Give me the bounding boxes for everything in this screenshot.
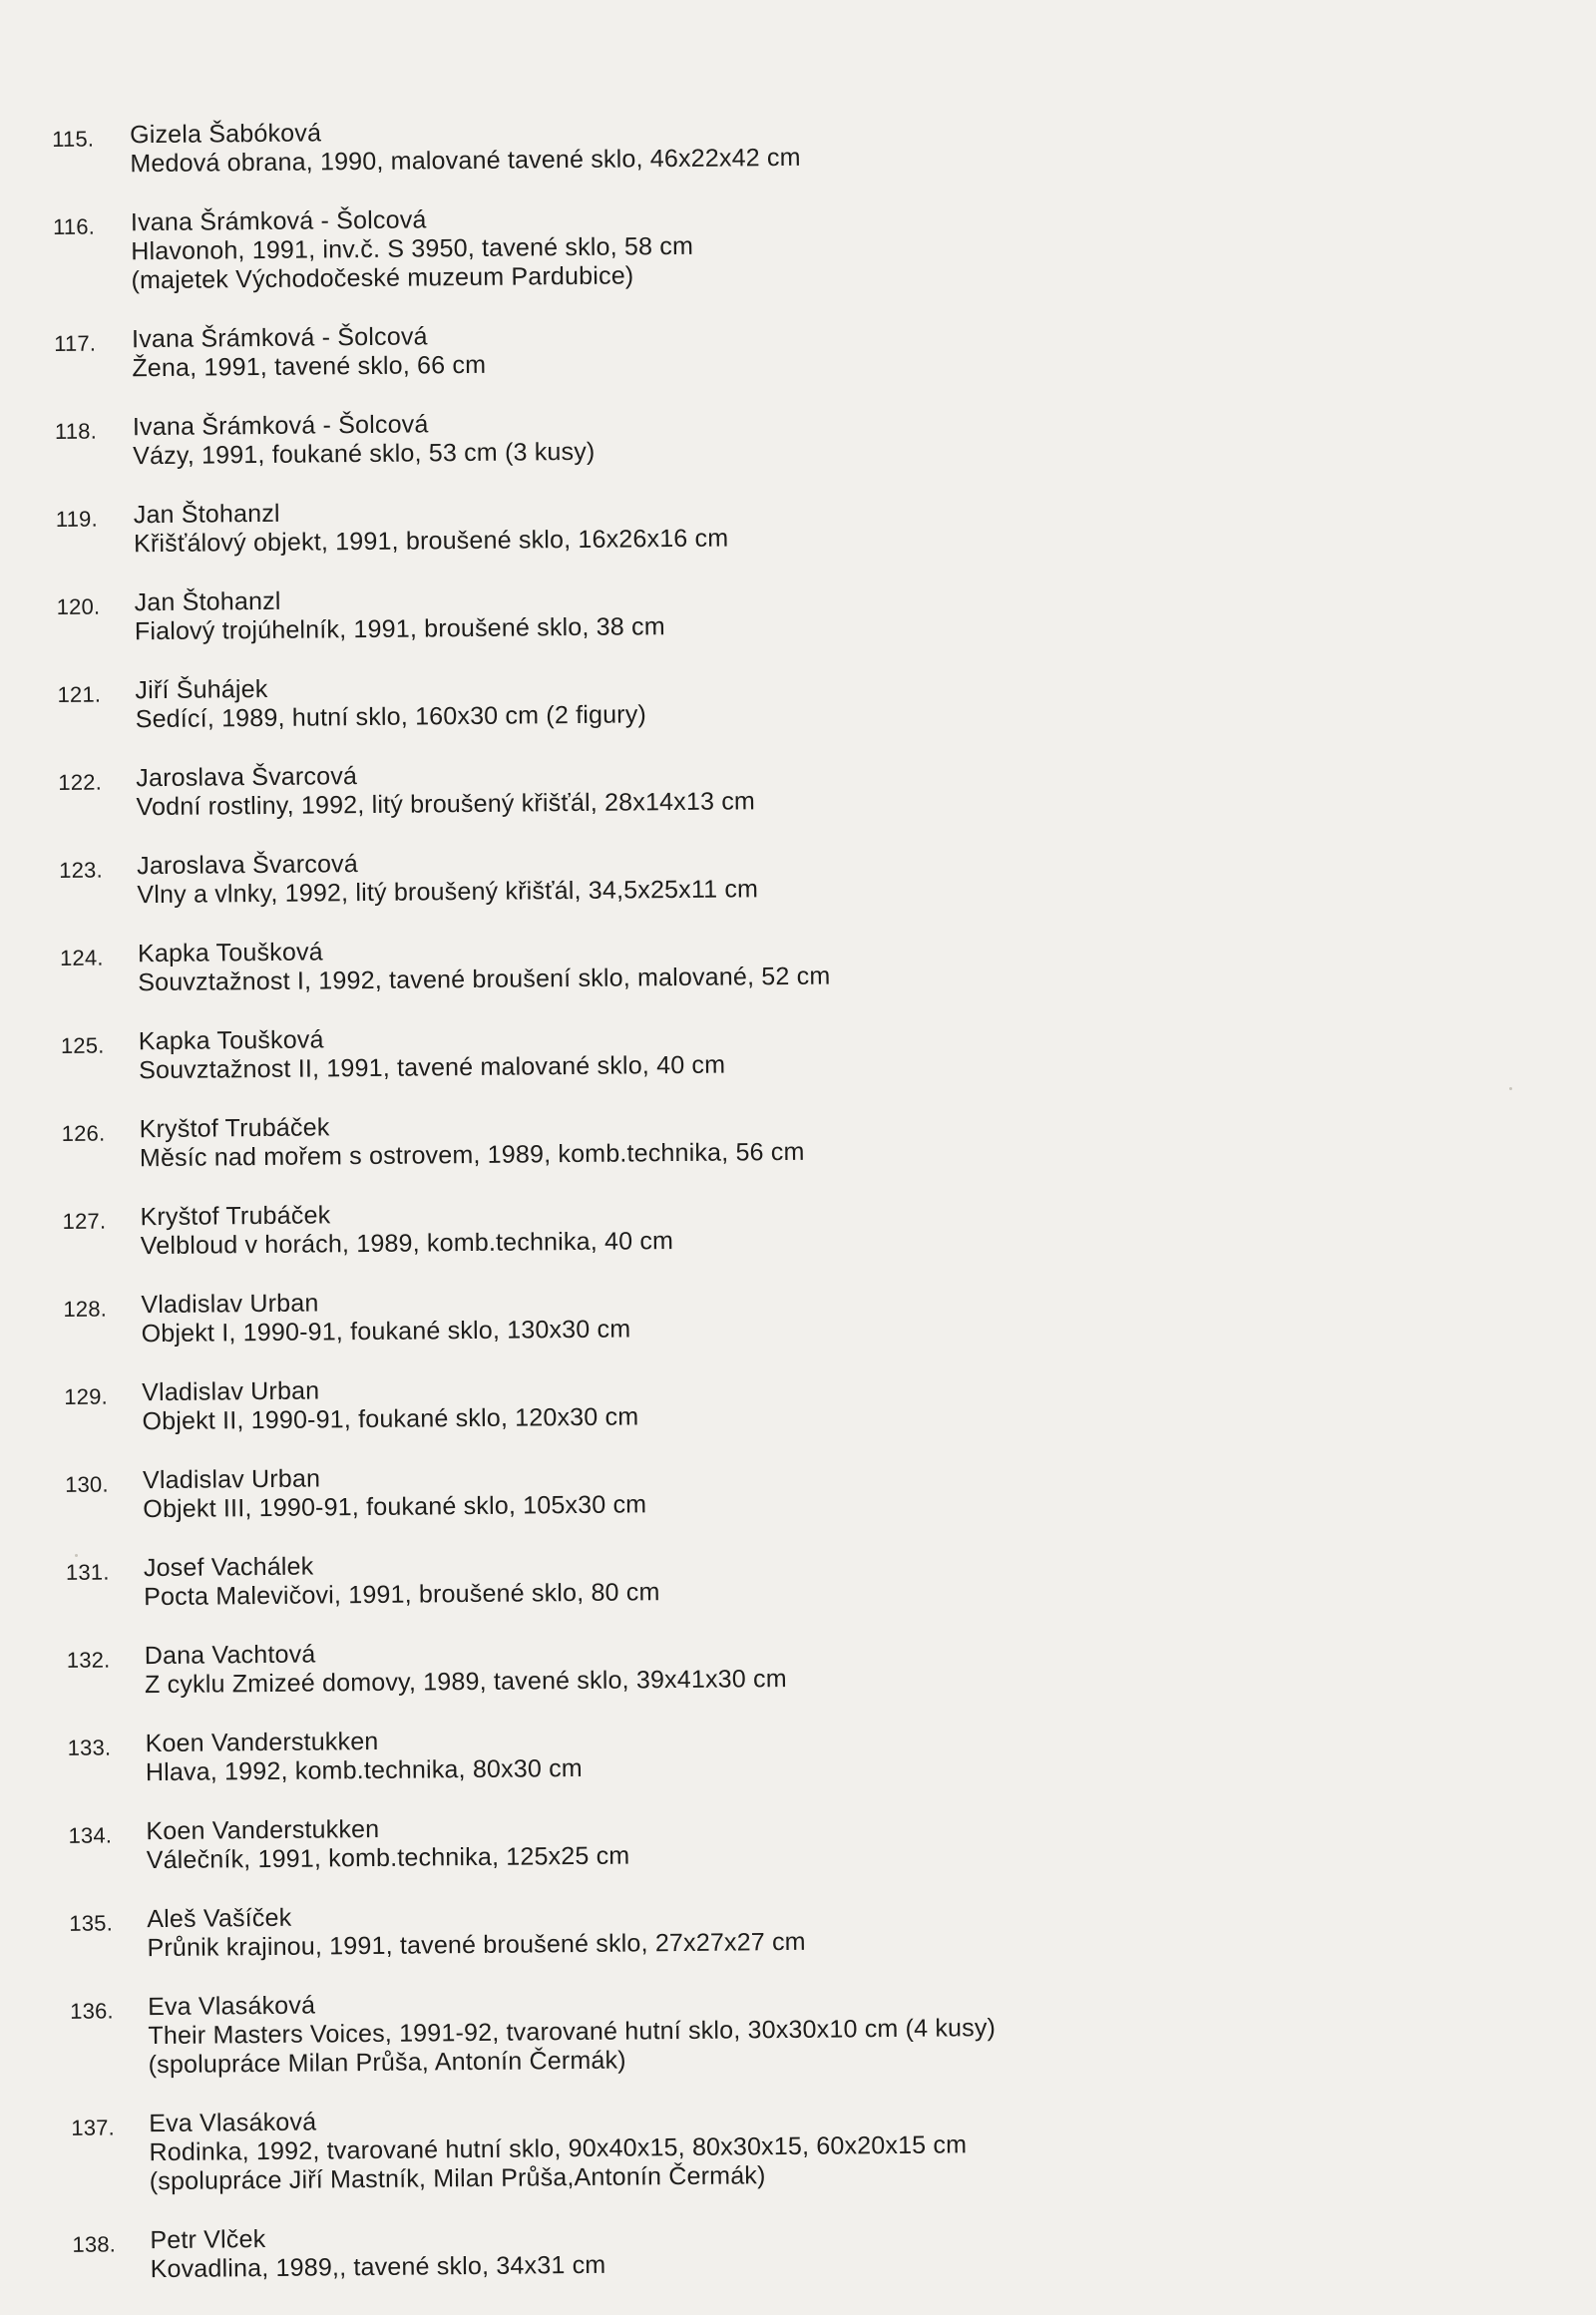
catalog-entry: [67, 1719, 1265, 1788]
catalog-entry: [62, 1192, 1260, 1262]
entry-description: Vázy, 1991, foukané sklo, 53 cm (3 kusy): [133, 437, 596, 471]
entry-artist: Vladislav Urban: [142, 1376, 320, 1407]
catalog-entry: [54, 314, 1252, 384]
entry-artist: Jan Štohanzl: [134, 586, 281, 617]
catalog-entry: [59, 841, 1257, 911]
entry-number: 119.: [55, 506, 98, 532]
entry-artist: Eva Vlasáková: [148, 1991, 316, 2022]
entry-artist: Kapka Toušková: [137, 938, 323, 968]
entry-description: Objekt II, 1990-91, foukané sklo, 120x30 cm: [142, 1402, 639, 1436]
entry-description: (spolupráce Milan Průša, Antonín Čermák): [148, 2046, 626, 2080]
entry-number: 125.: [60, 1032, 105, 1058]
entry-number: 128.: [63, 1296, 108, 1322]
entry-number: 131.: [65, 1559, 110, 1585]
entry-number: 136.: [70, 1998, 114, 2024]
catalog-entry: [52, 110, 1250, 180]
entry-artist: Kryštof Trubáček: [140, 1201, 331, 1232]
catalog-entry: [66, 1543, 1264, 1613]
entry-artist: Koen Vanderstukken: [145, 1727, 379, 1758]
catalog-entry: [63, 1280, 1261, 1350]
entry-description: Průnik krajinou, 1991, tavené broušené sklo, 27x27x27 cm: [147, 1927, 806, 1963]
entry-artist: Vladislav Urban: [141, 1289, 319, 1320]
entry-number: 127.: [62, 1208, 107, 1234]
catalog-entry: [64, 1367, 1262, 1437]
entry-artist: Josef Vachálek: [143, 1552, 314, 1583]
entry-number: 122.: [58, 769, 103, 795]
catalog-entry: [56, 490, 1254, 560]
entry-description: Sedící, 1989, hutní sklo, 160x30 cm (2 figury): [135, 700, 647, 734]
catalog-entry: [53, 197, 1251, 296]
entry-artist: Kapka Toušková: [138, 1025, 324, 1056]
entry-artist: Eva Vlasáková: [149, 2108, 317, 2138]
entry-number: 129.: [64, 1383, 109, 1409]
entry-description: Vodní rostliny, 1992, litý broušený křišťál, 28x14x13 cm: [136, 787, 756, 822]
entry-description: Vlny a vlnky, 1992, litý broušený křišťál, 34,5x25x11 cm: [137, 875, 759, 910]
catalog-entry: [65, 1455, 1263, 1525]
catalog-entry: [60, 929, 1258, 998]
paper-speck: [1509, 1087, 1512, 1090]
entry-description: Objekt III, 1990-91, foukané sklo, 105x30 cm: [143, 1490, 647, 1524]
entry-artist: Ivana Šrámková - Šolcová: [130, 205, 427, 237]
entry-number: 138.: [72, 2231, 117, 2257]
entry-description: Žena, 1991, tavené sklo, 66 cm: [132, 350, 487, 383]
entry-number: 120.: [56, 593, 101, 619]
entry-number: 133.: [67, 1735, 112, 1760]
catalog-entry: [67, 1631, 1265, 1701]
entry-description: Měsíc nad mořem s ostrovem, 1989, komb.technika, 56 cm: [139, 1137, 805, 1173]
entry-number: 117.: [54, 330, 97, 356]
catalog-entry: [71, 2099, 1269, 2197]
entry-description: Souvztažnost II, 1991, tavené malované sklo, 40 cm: [139, 1050, 726, 1085]
catalog-entry: [69, 1894, 1267, 1964]
entry-number: 137.: [71, 2115, 116, 2140]
entry-artist: Jan Štohanzl: [133, 499, 280, 530]
entry-artist: Petr Vlček: [150, 2225, 266, 2255]
entry-artist: Ivana Šrámková - Šolcová: [132, 410, 429, 442]
catalog-entry: [62, 1104, 1260, 1174]
entry-artist: Jaroslava Švarcová: [136, 762, 358, 793]
entry-artist: Dana Vachtová: [144, 1640, 316, 1671]
entry-description: (spolupráce Jiří Mastník, Milan Průša,Antonín Čermák): [149, 2161, 766, 2196]
catalog-entry: [57, 578, 1255, 647]
entry-description: Kovadlina, 1989,, tavené sklo, 34x31 cm: [150, 2250, 606, 2284]
entry-artist: Jaroslava Švarcová: [137, 850, 359, 881]
entry-description: Fialový trojúhelník, 1991, broušené sklo, 38 cm: [134, 612, 665, 646]
catalog-entry: [55, 402, 1253, 472]
entry-artist: Jiří Šuhájek: [135, 674, 268, 705]
entry-description: Medová obrana, 1990, malované tavené sklo, 46x22x42 cm: [130, 143, 801, 179]
entry-number: 126.: [61, 1120, 106, 1146]
catalog-entry: [58, 753, 1256, 823]
entry-description: (majetek Východočeské muzeum Pardubice): [131, 261, 634, 295]
entry-artist: Kryštof Trubáček: [139, 1113, 330, 1144]
entry-number: 118.: [54, 418, 98, 444]
entry-artist: Gizela Šabóková: [129, 119, 322, 150]
entry-description: Objekt I, 1990-91, foukané sklo, 130x30 cm: [141, 1315, 631, 1349]
catalog-entry: [61, 1016, 1259, 1086]
entry-artist: Ivana Šrámková - Šolcová: [131, 322, 428, 354]
entry-number: 116.: [52, 213, 96, 239]
entry-number: 132.: [66, 1647, 111, 1673]
catalog-entry: [57, 665, 1255, 735]
entry-number: 115.: [52, 126, 95, 152]
entry-description: Hlavonoh, 1991, inv.č. S 3950, tavené sklo, 58 cm: [131, 231, 694, 266]
catalog-entry: [70, 1982, 1268, 2081]
entry-number: 121.: [57, 681, 102, 707]
entry-number: 135.: [69, 1910, 114, 1936]
entry-artist: Koen Vanderstukken: [146, 1814, 380, 1846]
entry-artist: Aleš Vašíček: [147, 1903, 292, 1934]
entry-description: Z cyklu Zmizeé domovy, 1989, tavené sklo, 39x41x30 cm: [144, 1665, 787, 1700]
entry-number: 124.: [59, 945, 104, 970]
entry-description: Hlava, 1992, komb.technika, 80x30 cm: [145, 1753, 584, 1787]
catalog-list: [52, 110, 1270, 2314]
entry-artist: Vladislav Urban: [142, 1464, 321, 1495]
entry-number: 130.: [64, 1471, 109, 1497]
entry-description: Pocta Malevičovi, 1991, broušené sklo, 80 cm: [144, 1578, 660, 1612]
entry-number: 123.: [59, 857, 103, 883]
entry-description: Křišťálový objekt, 1991, broušené sklo, 16x26x16 cm: [133, 524, 729, 559]
catalog-entry: [68, 1806, 1266, 1876]
paper-speck: [75, 1554, 78, 1557]
entry-description: Válečník, 1991, komb.technika, 125x25 cm: [146, 1841, 630, 1875]
entry-description: Their Masters Voices, 1991-92, tvarované hutní sklo, 30x30x10 cm (4 kusy): [148, 2014, 997, 2051]
catalog-entry: [72, 2215, 1270, 2285]
entry-description: Rodinka, 1992, tvarované hutní sklo, 90x40x15, 80x30x15, 60x20x15 cm: [149, 2130, 968, 2167]
entry-description: Velbloud v horách, 1989, komb.technika, 40 cm: [140, 1227, 674, 1261]
entry-number: 134.: [68, 1822, 113, 1848]
entry-description: Souvztažnost I, 1992, tavené broušení sklo, malované, 52 cm: [138, 962, 831, 997]
